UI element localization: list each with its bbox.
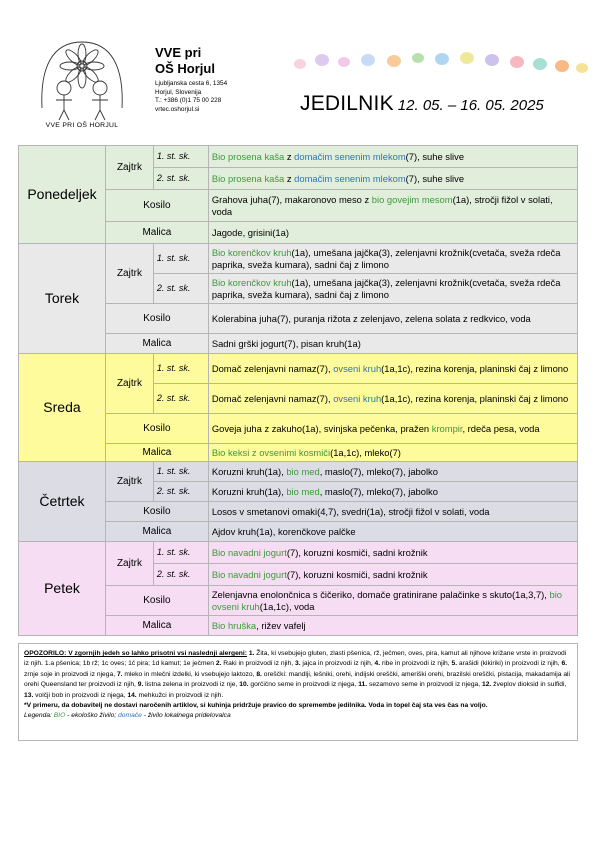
allergen-warning: OPOZORILO: V zgornjih jedeh so lahko prisotni vsi naslednji alergeni: 1. Žita, ki vsebujejo gluten, zlasti pšenica, rž, ječmen, oves, pira, kamut ali njihove križane vrste in proizvodi iz njih. 1.a pšenica; 1b rž; 1c oves; 1č pira; 1d kamut; 1e ječmen 2. Raki in proizvodi iz njih, 3. jajca in proizvodi iz njih, 4. ribe in proizvodi iz njih, 5. arašidi (kikiriki) in proizvodi iz njih, 6. zrnje soje in proizvodi iz njega, 7. mleko in mlečni izdelki, ki vsebujejo laktozo, 8. oreščki: mandlji, lešniki, orehi, indijski oreščki, ameriški orehi, brazilski oreščki, pistacija, makadamija ali orehi Queensland ter proizvodi iz njih, 9. listna zelena in proizvodi iz nje, 10. gorčično seme in proizvodi iz njega, 11. sezamovo seme in proizvodi iz njega, 12. žveplov dioksid in sulfidi, 13. volčji bob in proizvodi iz njega, 14. mehkužci in proizvodi iz njih. — [24, 650, 571, 699]
meal-content-malica: Jagode, grisini(1a) — [208, 222, 577, 244]
legend-local-label: domače — [118, 712, 142, 720]
allergen-notes — [18, 643, 578, 741]
menu-title: JEDILNIK — [300, 92, 394, 115]
address-line-2: Horjul, Slovenija — [155, 88, 202, 96]
meal-content-zajtrk-1: Bio navadni jogurt(7), koruzni kosmiči, sadni krožnik — [208, 542, 577, 564]
allergen-number: 8. — [256, 670, 262, 678]
meal-content-kosilo: Kolerabina juha(7), puranja rižota z zelenjavo, zelena solata z redkvico, voda — [208, 304, 577, 334]
meal-label-zajtrk: Zajtrk — [105, 244, 153, 304]
school-name-line-1: VVE pri — [155, 45, 202, 60]
meal-label-kosilo: Kosilo — [105, 586, 208, 616]
menu-row — [19, 354, 578, 384]
allergen-text: žveplov dioksid in sulfidi, — [491, 681, 567, 689]
allergen-number: 5. — [451, 660, 458, 668]
day-name: Sreda — [19, 354, 106, 462]
legend-bio-label: BIO — [53, 712, 66, 720]
day-name: Petek — [19, 542, 106, 636]
meal-label-malica: Malica — [105, 444, 208, 462]
decorative-dots — [262, 36, 595, 88]
age-group-label: 2. st. sk. — [153, 168, 208, 190]
meal-content-malica: Bio hruška, rižev vafelj — [208, 616, 577, 636]
meal-label-kosilo: Kosilo — [105, 190, 208, 222]
allergen-text: Žita, ki vsebujejo gluten, zlasti pšenica, rž, ječmen, oves, pira, kamut ali njihove križane vrste in proizvodi iz njih. 1.a pšenica; 1b rž; 1c oves; 1č pira; 1d kamut; 1e ječmen — [24, 650, 567, 668]
school-name-line-2: OŠ Horjul — [155, 61, 215, 76]
supplier-note: *V primeru, da dobavitelj ne dostavi naročenih artiklov, si kuhinja pridržuje pravico do spremembe jedilnika. Voda in topel čaj sta ves čas na voljo. — [24, 702, 488, 710]
meal-label-zajtrk: Zajtrk — [105, 542, 153, 586]
school-logo — [32, 38, 132, 134]
allergen-text: arašidi (kikiriki) in proizvodi iz njih, — [457, 660, 562, 668]
allergen-text: zrnje soje in proizvodi iz njega, — [24, 670, 117, 678]
meal-label-kosilo: Kosilo — [105, 502, 208, 522]
menu-heading — [300, 92, 544, 116]
meal-content-zajtrk-1: Bio prosena kaša z domačim senenim mlekom(7), suhe slive — [208, 146, 577, 168]
meal-label-kosilo: Kosilo — [105, 414, 208, 444]
age-group-label: 1. st. sk. — [153, 542, 208, 564]
allergen-number: 9. — [137, 681, 144, 689]
meal-content-kosilo: Grahova juha(7), makaronovo meso z bio govejim mesom(1a), stročji fižol v solati, voda — [208, 190, 577, 222]
meal-label-malica: Malica — [105, 334, 208, 354]
day-name: Torek — [19, 244, 106, 354]
allergen-number: 14. — [127, 691, 137, 699]
meal-label-kosilo: Kosilo — [105, 304, 208, 334]
allergen-text: Raki in proizvodi iz njih, — [221, 660, 295, 668]
allergen-number: 2. — [215, 660, 222, 668]
age-group-label: 1. st. sk. — [153, 462, 208, 482]
date-range: 12. 05. – 16. 05. 2025 — [397, 97, 544, 114]
menu-row — [19, 244, 578, 274]
allergen-number: 3. — [294, 660, 301, 668]
day-name: Ponedeljek — [19, 146, 106, 244]
allergen-number: 12. — [481, 681, 492, 689]
menu-row — [19, 146, 578, 168]
allergen-number: 10. — [239, 681, 249, 689]
meal-content-zajtrk-2: Domač zelenjavni namaz(7), ovseni kruh(1a,1c), rezina korenja, planinski čaj z limono — [208, 384, 577, 414]
allergen-text: mleko in mlečni izdelki, ki vsebujejo laktozo, — [122, 670, 257, 678]
phone: T.: +386 (0)1 75 00 228 — [155, 97, 222, 105]
meal-content-zajtrk-2: Bio navadni jogurt(7), koruzni kosmiči, sadni krožnik — [208, 564, 577, 586]
meal-label-malica: Malica — [105, 522, 208, 542]
meal-label-malica: Malica — [105, 222, 208, 244]
allergen-number: 1. — [248, 650, 255, 657]
age-group-label: 2. st. sk. — [153, 384, 208, 414]
allergen-text: mehkužci in proizvodi iz njih. — [136, 691, 224, 699]
meal-content-zajtrk-2: Bio korenčkov kruh(1a), umešana jajčka(3), zelenjavni krožnik(cvetača, sveža rdeča paprika, sveža kumara), sadni čaj z limono — [208, 274, 577, 304]
allergen-text: oreščki: mandlji, lešniki, orehi, indijski oreščki, ameriški orehi, brazilski oreščki, pistacija, makadamija ali orehi Queensland ter proizvodi iz njih, — [24, 670, 571, 689]
menu-row — [19, 542, 578, 564]
meal-content-zajtrk-1: Koruzni kruh(1a), bio med, maslo(7), mleko(7), jabolko — [208, 462, 577, 482]
menu-table — [18, 145, 578, 636]
allergen-number: 7. — [116, 670, 123, 678]
meal-content-zajtrk-1: Domač zelenjavni namaz(7), ovseni kruh(1a,1c), rezina korenja, planinski čaj z limono — [208, 354, 577, 384]
meal-content-malica: Bio keksi z ovsenimi kosmiči(1a,1c), mleko(7) — [208, 444, 577, 462]
allergen-text: volčji bob in proizvodi iz njega, — [33, 691, 128, 699]
age-group-label: 1. st. sk. — [153, 146, 208, 168]
allergen-text: listna zelena in proizvodi iz nje, — [143, 681, 240, 689]
meal-content-zajtrk-2: Koruzni kruh(1a), bio med, maslo(7), mleko(7), jabolko — [208, 482, 577, 502]
allergen-number: 6. — [561, 660, 568, 668]
age-group-label: 2. st. sk. — [153, 274, 208, 304]
meal-content-zajtrk-2: Bio prosena kaša z domačim senenim mlekom(7), suhe slive — [208, 168, 577, 190]
age-group-label: 1. st. sk. — [153, 354, 208, 384]
meal-label-malica: Malica — [105, 616, 208, 636]
logo-caption: VVE PRI OŠ HORJUL — [45, 122, 119, 129]
meal-content-kosilo: Losos v smetanovi omaki(4,7), svedri(1a), stročji fižol v solati, voda — [208, 502, 577, 522]
allergen-number: 4. — [374, 660, 381, 668]
day-name: Četrtek — [19, 462, 106, 542]
meal-content-kosilo: Goveja juha z zakuho(1a), svinjska pečenka, pražen krompir, rdeča pesa, voda — [208, 414, 577, 444]
meal-content-malica: Sadni grški jogurt(7), pisan kruh(1a) — [208, 334, 577, 354]
meal-label-zajtrk: Zajtrk — [105, 146, 153, 190]
allergen-text: jajca in proizvodi iz njih, — [300, 660, 375, 668]
legend: Legenda: BIO - ekološko živilo; domače - živilo lokalnega pridelovalca — [24, 712, 231, 720]
allergen-number: 11. — [358, 681, 368, 689]
meal-label-zajtrk: Zajtrk — [105, 354, 153, 414]
address-line-1: Ljubljanska cesta 6, 1354 — [155, 80, 228, 87]
meal-label-zajtrk: Zajtrk — [105, 462, 153, 502]
meal-content-zajtrk-1: Bio korenčkov kruh(1a), umešana jajčka(3), zelenjavni krožnik(cvetača, sveža rdeča paprika, sveža kumara), sadni čaj z limono — [208, 244, 577, 274]
allergen-text: gorčično seme in proizvodi iz njega, — [248, 681, 359, 689]
menu-row — [19, 462, 578, 482]
meal-content-malica: Ajdov kruh(1a), korenčkove palčke — [208, 522, 577, 542]
age-group-label: 2. st. sk. — [153, 482, 208, 502]
website: vrtec.oshorjul.si — [155, 105, 200, 113]
meal-content-kosilo: Zelenjavna enolončnica s čičeriko, domače gratinirane palačinke s skuto(1a,3,7), bio ovseni kruh(1a,1c), voda — [208, 586, 577, 616]
age-group-label: 1. st. sk. — [153, 244, 208, 274]
allergen-number: 13. — [24, 691, 34, 699]
age-group-label: 2. st. sk. — [153, 564, 208, 586]
allergen-text: ribe in proizvodi iz njih, — [380, 660, 452, 668]
allergen-text: sezamovo seme in proizvodi iz njega, — [367, 681, 482, 689]
